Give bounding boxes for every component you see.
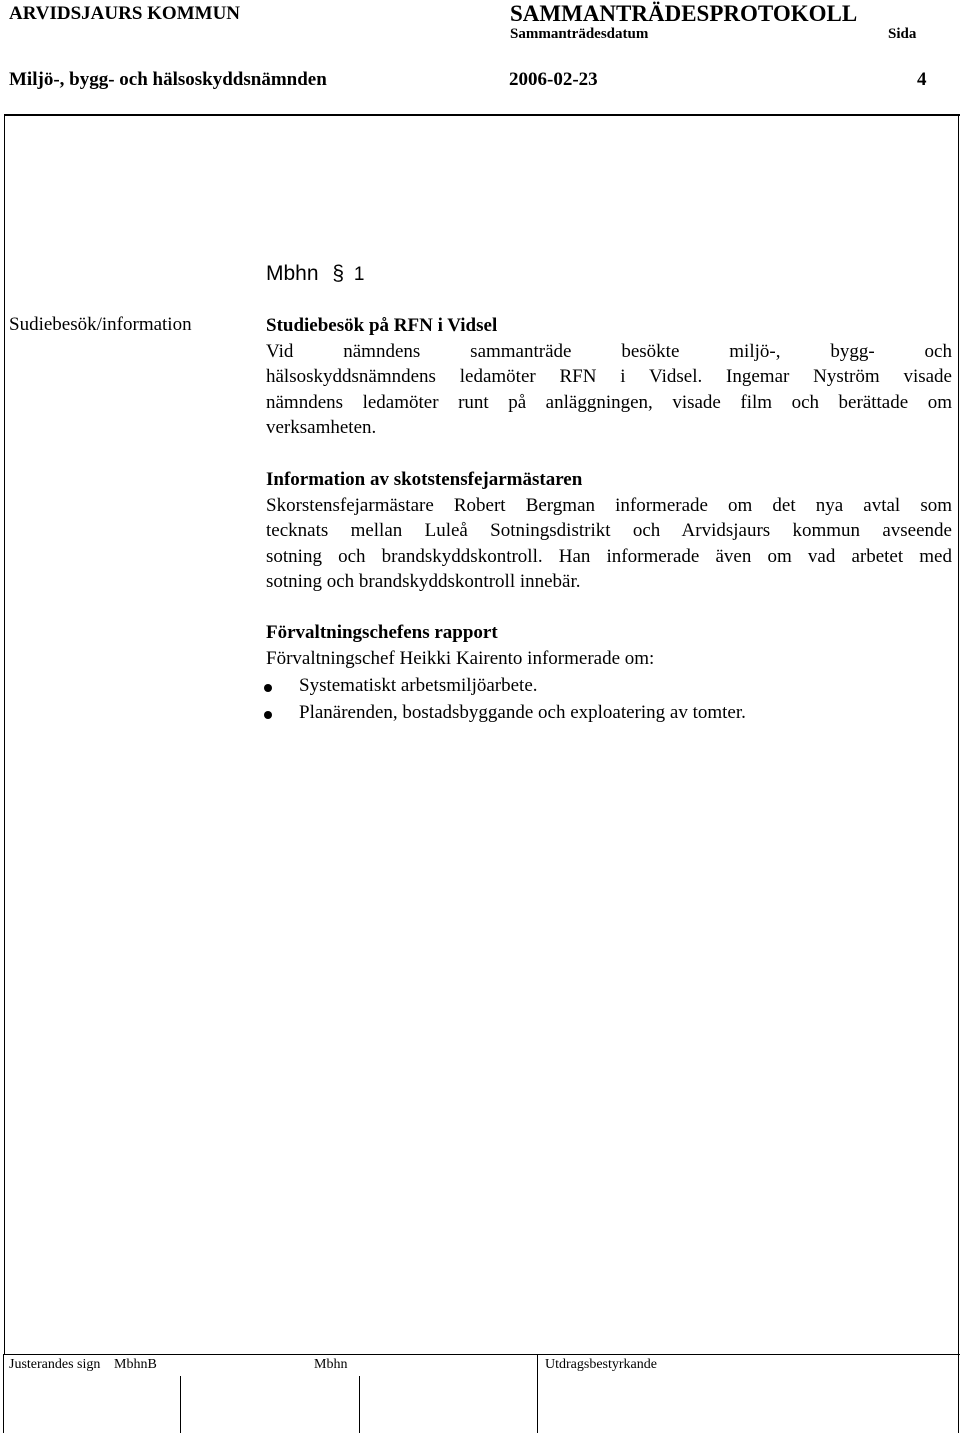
block-skorstensfejare [266, 467, 952, 595]
footer-divider-1 [180, 1376, 181, 1433]
block-heading: Information av skotstensfejarmästaren [266, 469, 583, 490]
extract-label: Utdragsbestyrkande [545, 1357, 657, 1372]
footer-border-left [3, 1354, 4, 1433]
document-type: SAMMANTRÄDESPROTOKOLL [510, 1, 858, 26]
page-label: Sida [888, 26, 917, 42]
block-heading: Förvaltningschefens rapport [266, 622, 498, 643]
paragraph-line: sotning och brandskyddskontroll innebär. [266, 571, 581, 592]
signature-1: MbhnB [114, 1357, 157, 1372]
block-heading: Studiebesök på RFN i Vidsel [266, 315, 498, 336]
paragraph-line: Skorstensfejarmästare Robert Bergman informerade om det nya avtal som [266, 494, 952, 516]
paragraph-line: verksamheten. [266, 417, 377, 438]
date-label: Sammanträdesdatum [510, 26, 649, 42]
block-studiebesok [266, 313, 952, 441]
frame-left-border [4, 114, 5, 1354]
frame-right-border [958, 114, 959, 1354]
paragraph-line: tecknats mellan Luleå Sotningsdistrikt och Arvidsjaurs kommun avseende [266, 520, 952, 541]
footer-divider-3 [537, 1354, 538, 1433]
bullet-icon [264, 684, 272, 692]
side-label: Sudiebesök/information [9, 314, 192, 335]
footer-rule [3, 1354, 960, 1355]
paragraph-line: sotning och brandskyddskontroll. Han informerade även om vad arbetet med [266, 545, 952, 567]
footer-border-right [958, 1354, 959, 1433]
paragraph-line: nämndens ledamöter runt på anläggningen, visade film och berättade om [266, 391, 952, 413]
page-number: 4 [917, 69, 927, 90]
block-forvaltningschef [266, 620, 952, 671]
committee-name: Miljö-, bygg- och hälsoskyddsnämnden [9, 69, 327, 90]
section-reference: Mbhn § 1 [266, 262, 365, 285]
paragraph-line: Förvaltningschef Heikki Kairento informerade om: [266, 647, 655, 669]
paragraph-line: Vid nämndens sammanträde besökte miljö-, bygg- och [266, 340, 952, 362]
footer-divider-2 [359, 1376, 360, 1433]
signature-2: Mbhn [314, 1357, 348, 1372]
header-rule [5, 114, 960, 116]
paragraph-line: hälsoskyddsnämndens ledamöter RFN i Vidsel. Ingemar Nyström visade [266, 366, 952, 387]
meeting-date: 2006-02-23 [509, 69, 598, 90]
municipality-name: ARVIDSJAURS KOMMUN [9, 3, 241, 24]
bullet-icon [264, 711, 272, 719]
signature-label: Justerandes sign [9, 1357, 101, 1372]
